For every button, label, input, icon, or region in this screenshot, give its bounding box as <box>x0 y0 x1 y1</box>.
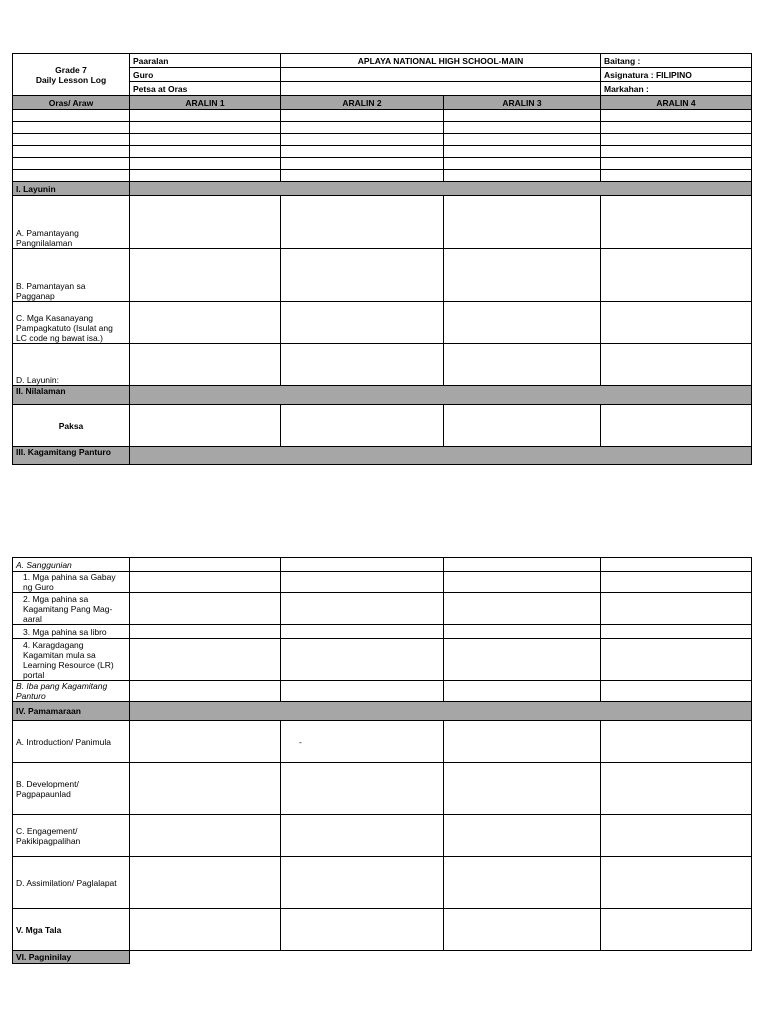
iba-pang-kagamitan-label: B. Iba pang Kagamitang Panturo <box>13 681 130 702</box>
layunin-row <box>13 249 752 302</box>
pamamaraan-row <box>13 815 752 857</box>
daily-lesson-log-label: Daily Lesson Log <box>35 74 107 85</box>
pamantayang-pangnilalaman-label: A. Pamantayang Pangnilalaman <box>13 196 130 249</box>
mga-kasanayang-label: C. Mga Kasanayang Pampagkatuto (Isulat ang LC code ng bawat isa.) <box>13 302 130 344</box>
lr-portal-label: 4. Karagdagang Kagamitan mula sa Learning Resource (LR) portal <box>13 639 130 681</box>
school-name: APLAYA NATIONAL HIGH SCHOOL-MAIN <box>281 54 601 68</box>
blank-row <box>13 134 752 146</box>
pamamaraan-row <box>13 857 752 909</box>
lesson-log-table-page-2 <box>12 557 752 964</box>
kagamitan-row <box>13 572 752 593</box>
layunin-row <box>13 344 752 386</box>
markahan-label: Markahan : <box>601 82 752 96</box>
pamamaraan-row <box>13 721 752 763</box>
section-kagamitan-label: III. Kagamitang Panturo <box>13 447 130 465</box>
kagamitan-row <box>13 681 752 702</box>
paaralan-label: Paaralan <box>130 54 281 68</box>
kagamitang-pang-mag-aaral-label: 2. Mga pahina sa Kagamitang Pang Mag-aaral <box>13 593 130 625</box>
mga-tala-label: V. Mga Tala <box>13 909 130 951</box>
assimilation-label: D. Assimilation/ Paglalapat <box>13 857 130 909</box>
layunin-row <box>13 302 752 344</box>
paksa-label: Paksa <box>13 405 130 447</box>
section-pamamaraan-row <box>13 702 752 721</box>
section-pagninilay-row <box>13 951 752 964</box>
aralin-3-header: ARALIN 3 <box>444 96 601 110</box>
section-pagninilay-label: VI. Pagninilay <box>13 951 130 964</box>
section-nilalaman-label: II. Nilalaman <box>13 386 130 405</box>
gabay-ng-guro-label: 1. Mga pahina sa Gabay ng Guro <box>13 572 130 593</box>
blank-row <box>13 158 752 170</box>
pamantayan-sa-pagganap-label: B. Pamantayan sa Pagganap <box>13 249 130 302</box>
blank-row <box>13 110 752 122</box>
development-label: B. Development/ Pagpapaunlad <box>13 763 130 815</box>
kagamitan-row <box>13 593 752 625</box>
oras-araw-header: Oras/ Araw <box>13 96 130 110</box>
introduction-aralin-2-cell[interactable]: - <box>281 721 444 763</box>
layunin-row <box>13 196 752 249</box>
asignatura-label: Asignatura : FILIPINO <box>601 68 752 82</box>
section-layunin-row <box>13 182 752 196</box>
petsa-label: Petsa at Oras <box>130 82 281 96</box>
grade-label: Grade 7 <box>55 64 87 75</box>
paksa-row <box>13 405 752 447</box>
section-kagamitan-row <box>13 447 752 465</box>
column-header-row <box>13 96 752 110</box>
petsa-value[interactable] <box>281 82 601 96</box>
kagamitan-row <box>13 625 752 639</box>
engagement-label: C. Engagement/ Pakikipagpalihan <box>13 815 130 857</box>
sanggunian-label: A. Sanggunian <box>13 558 130 572</box>
guro-label: Guro <box>130 68 281 82</box>
aralin-1-header: ARALIN 1 <box>130 96 281 110</box>
blank-row <box>13 122 752 134</box>
lesson-log-table-page-1 <box>12 53 752 465</box>
aralin-2-header: ARALIN 2 <box>281 96 444 110</box>
introduction-label: A. Introduction/ Panimula <box>13 721 130 763</box>
aralin-4-header: ARALIN 4 <box>601 96 752 110</box>
blank-row <box>13 146 752 158</box>
section-pamamaraan-label: IV. Pamamaraan <box>13 702 130 721</box>
baitang-label: Baitang : <box>601 54 752 68</box>
layunin-d-label: D. Layunin: <box>13 344 130 386</box>
section-layunin-label: I. Layunin <box>13 182 130 196</box>
guro-value[interactable] <box>281 68 601 82</box>
section-nilalaman-row <box>13 386 752 405</box>
grade-title-cell <box>13 54 130 96</box>
kagamitan-row <box>13 558 752 572</box>
pahina-sa-libro-label: 3. Mga pahina sa libro <box>13 625 130 639</box>
blank-row <box>13 170 752 182</box>
mga-tala-row <box>13 909 752 951</box>
kagamitan-row <box>13 639 752 681</box>
pamamaraan-row <box>13 763 752 815</box>
